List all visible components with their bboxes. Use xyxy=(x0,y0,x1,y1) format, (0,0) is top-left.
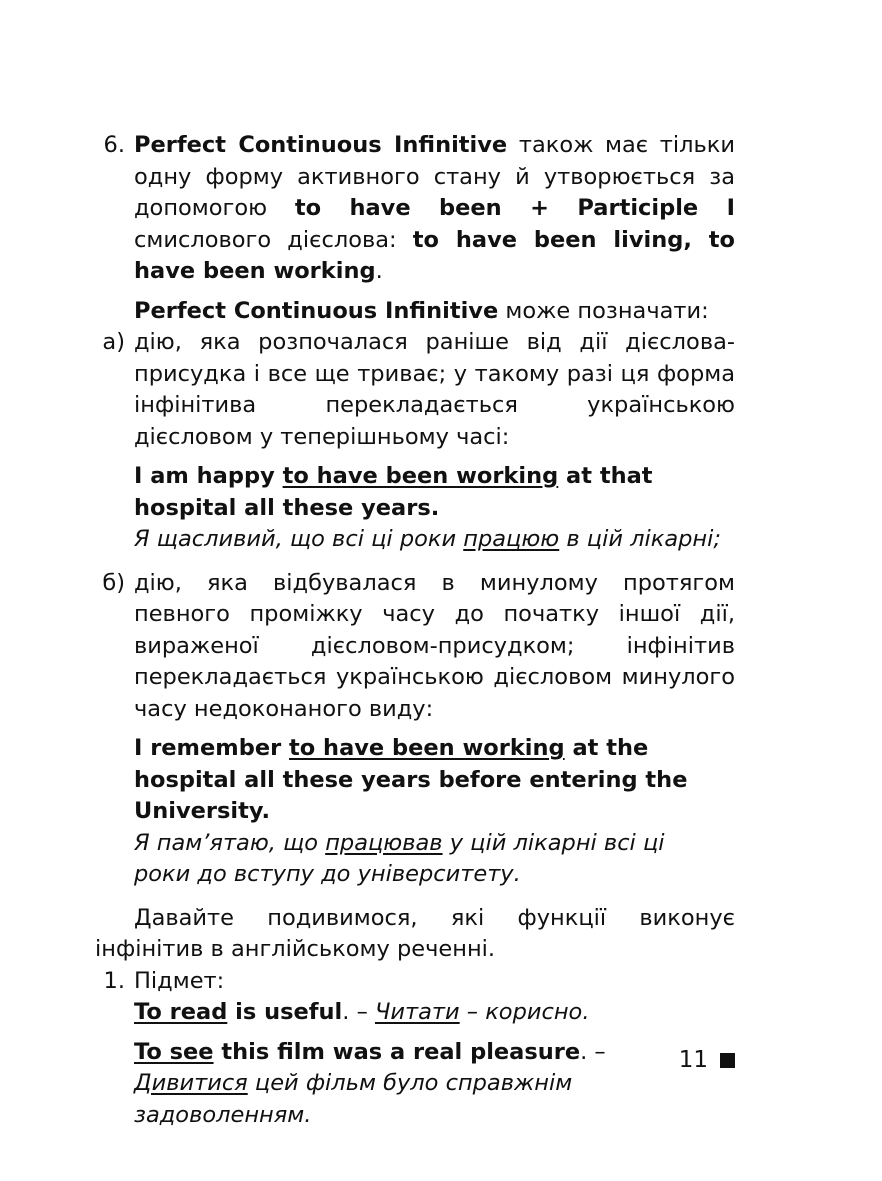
example-ua: Я пам’ятаю, що працював у цій лікарні всі ці роки до вступу до університету. xyxy=(134,829,665,887)
item-b-text: дію, яка відбувалася в минулому протягом певного проміжку часу до початку іншої дії, вираженої дієсловом-присудком; інфінітив перекладається українською дієсловом минулого часу недоконаного виду: xyxy=(134,569,735,722)
term: Perfect Continuous Infinitive xyxy=(134,132,508,158)
example-en: I am happy to have been working at that hospital all these years. xyxy=(134,463,653,521)
page-footer xyxy=(600,1045,735,1077)
square-marker-icon xyxy=(720,1053,735,1068)
main-text xyxy=(95,130,735,1131)
page-number: 11 xyxy=(678,1047,708,1073)
list-marker: 1. xyxy=(103,967,125,994)
examples: to have been living, to have been working xyxy=(134,226,735,284)
list-item-6: 6. Perfect Continuous Infinitive також має тільки одну форму активного стану й утворюється за допомогою to have been + Participle I смислового дієслова: to have been living, to have been working. xyxy=(95,130,735,288)
list-item-b xyxy=(95,568,735,891)
example-en: I remember to have been working at the hospital all these years before entering the University. xyxy=(134,735,688,824)
intro-paragraph: Давайте подивимося, які функції виконує інфінітив в англійському реченні. xyxy=(95,904,735,962)
example-ua: Я щасливий, що всі ці роки працюю в цій лікарні; xyxy=(134,526,721,552)
item-1-label: Підмет: xyxy=(134,967,225,994)
list-marker: б) xyxy=(102,569,125,596)
list-marker: а) xyxy=(102,329,125,355)
meaning-intro: Perfect Continuous Infinitive може позначати: xyxy=(134,297,709,324)
list-item-a xyxy=(95,327,735,556)
example-2: To see this film was a real pleasure. – Дивитися цей фільм було справжнім задоволенням. xyxy=(134,1038,606,1128)
formula: to have been + Participle I xyxy=(294,195,735,221)
item-a-text: дію, яка розпочалася раніше від дії дієслова-присудка і все ще триває; у такому разі ця форма інфінітива перекладається українською дієсловом у теперішньому часі: xyxy=(134,329,735,450)
example-1: To read is useful. – Читати – корисно. xyxy=(134,999,590,1025)
list-marker: 6. xyxy=(103,132,125,158)
